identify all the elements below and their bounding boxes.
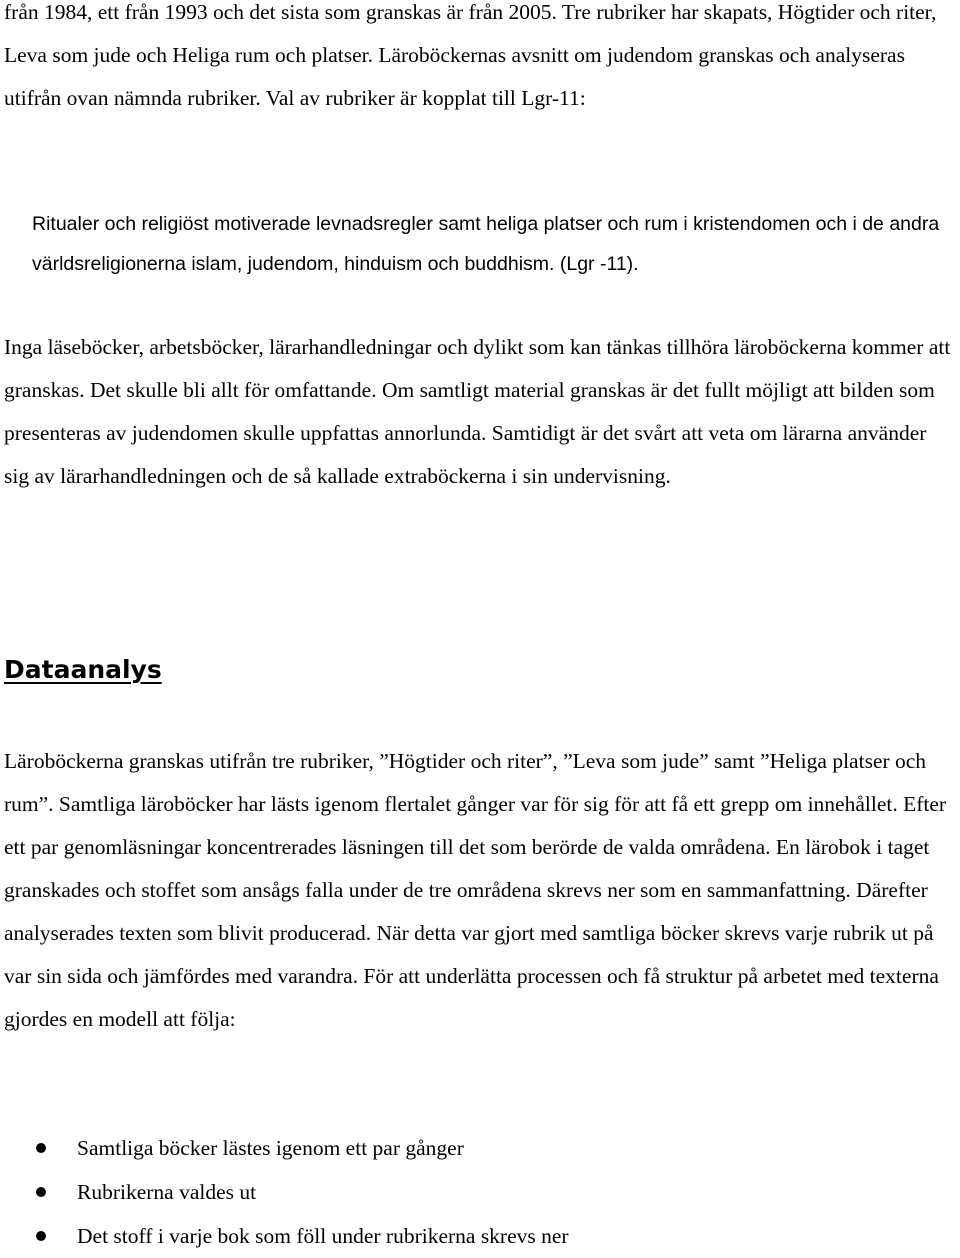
bullet-icon [36, 1143, 46, 1153]
body-paragraph-analysis: Läroböckerna granskas utifrån tre rubriker, ”Högtider och riter”, ”Leva som jude” samt ”Heliga platser och rum”. Samtliga läroböcker har lästs igenom flertalet gånger var för sig för att få ett grepp om innehållet. Efter ett par genomläsningar koncentrerades läsningen till det som berörde de valda områdena. En lärobok i taget granskades och stoffet som ansågs falla under de tre områdena skrevs ner som en sammanfattning. Därefter analyserades texten som blivit producerad. När detta var gjort med samtliga böcker skrevs varje rubrik ut på var sin sida och jämfördes med varandra. För att underlätta processen och få struktur på arbetet med texterna gjordes en modell att följa: [4, 749, 947, 1031]
list-item [0, 1126, 960, 1170]
list-item [0, 1170, 960, 1214]
curriculum-quote: Ritualer och religiöst motiverade levnadsregler samt heliga platser och rum i kristendomen och i de andra världsreligionerna islam, judendom, hinduism och buddhism. (Lgr -11). [32, 213, 940, 275]
bullet-icon [36, 1231, 46, 1241]
body-paragraph-intro: från 1984, ett från 1993 och det sista som granskas är från 2005. Tre rubriker har skapats, Högtider och riter, Leva som jude och Heliga rum och platser. Läroböckernas avsnitt om judendom granskas och analyseras utifrån ovan nämnda rubriker. Val av rubriker är kopplat till Lgr-11: [4, 0, 937, 110]
list-item-text: Samtliga böcker lästes igenom ett par gånger [77, 1136, 464, 1160]
list-item-text: Rubrikerna valdes ut [77, 1180, 257, 1204]
list-item [0, 1214, 960, 1258]
bullet-icon [36, 1187, 46, 1197]
bullet-list [0, 1126, 960, 1258]
section-heading: Dataanalys [4, 655, 162, 684]
list-item-text: Det stoff i varje bok som föll under rubrikerna skrevs ner [77, 1224, 569, 1248]
body-paragraph-materials: Inga läseböcker, arbetsböcker, lärarhandledningar och dylikt som kan tänkas tillhöra läroböckerna kommer att granskas. Det skulle bli allt för omfattande. Om samtligt material granskas är det fullt möjligt att bilden som presenteras av judendomen skulle uppfattas annorlunda. Samtidigt är det svårt att veta om lärarna använder sig av lärarhandledningen och de så kallade extraböckerna i sin undervisning. [4, 335, 951, 488]
